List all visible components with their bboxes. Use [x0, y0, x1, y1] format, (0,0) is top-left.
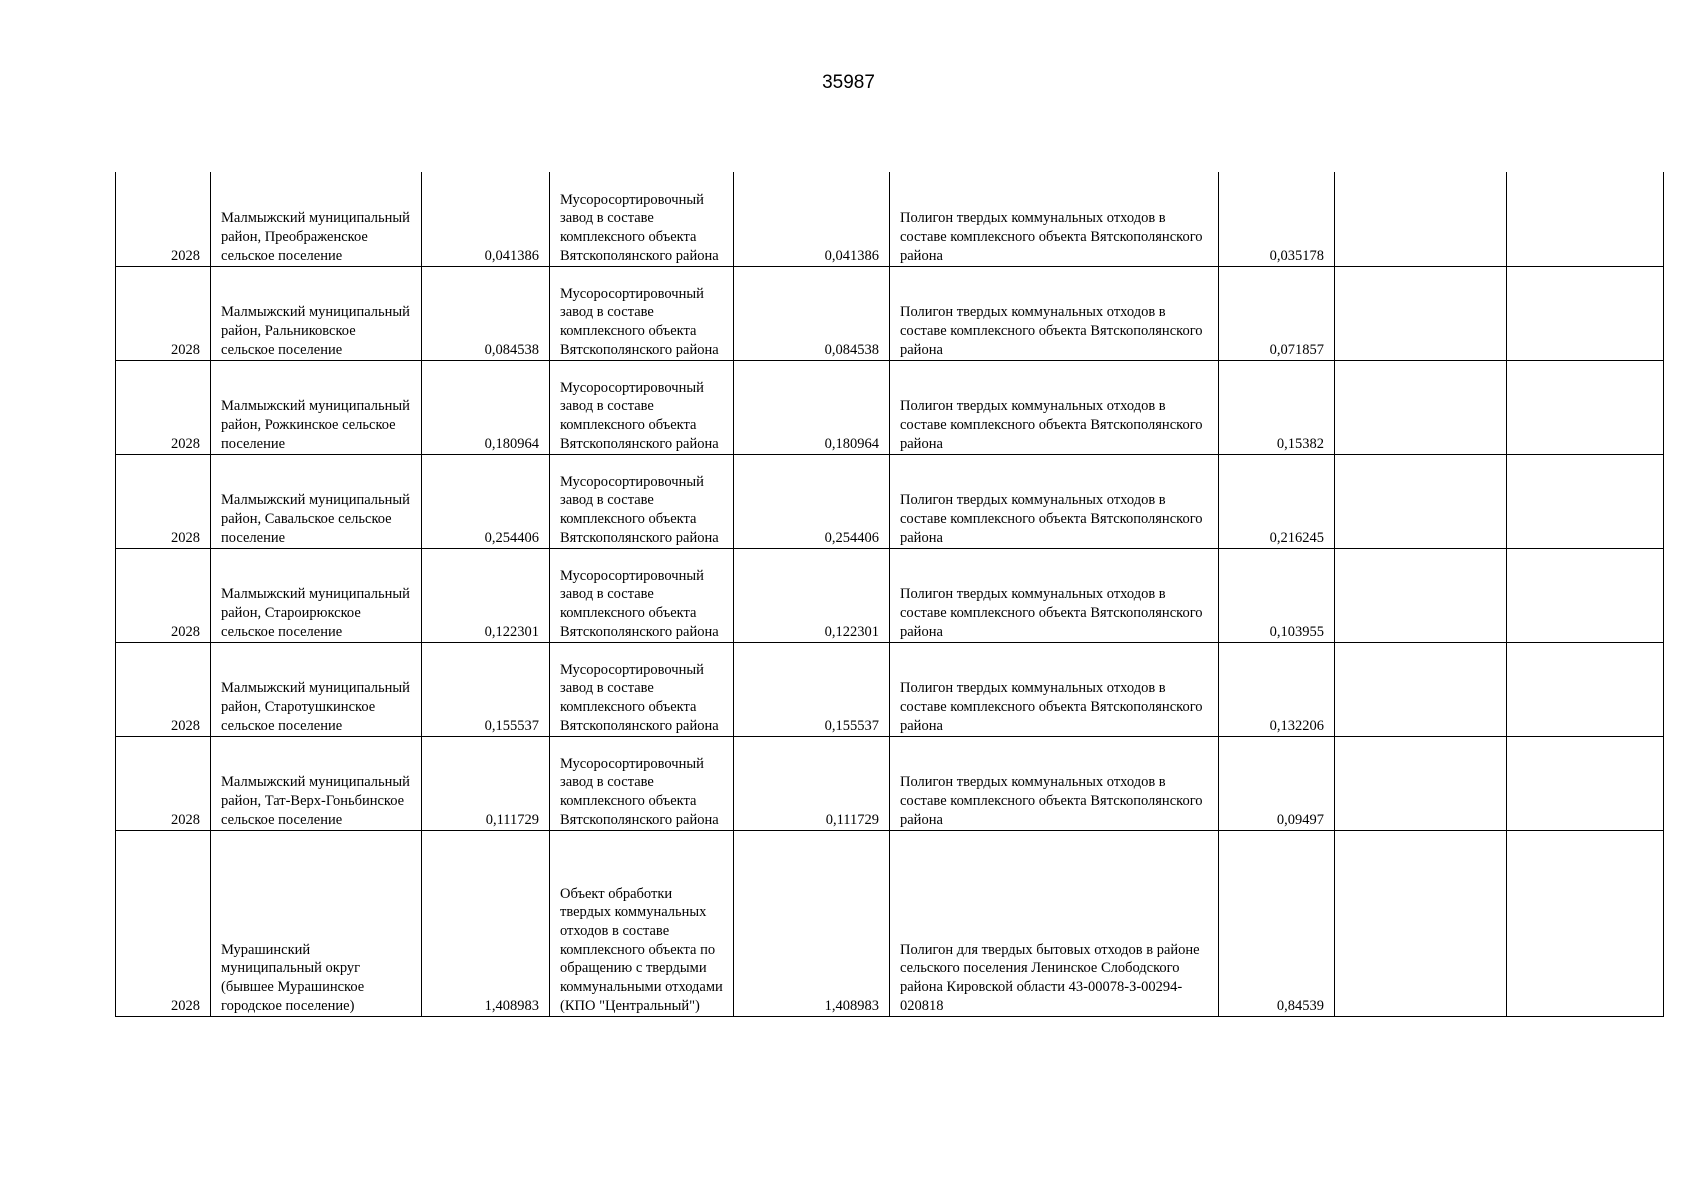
year-cell: 2028 — [116, 548, 211, 642]
year-cell: 2028 — [116, 172, 211, 266]
empty-cell — [1507, 642, 1664, 736]
year-cell: 2028 — [116, 266, 211, 360]
empty-cell — [1507, 360, 1664, 454]
year-cell: 2028 — [116, 830, 211, 1016]
empty-cell — [1335, 454, 1507, 548]
municipality-cell: Малмыжский муниципальный район, Тат-Верх-Гоньбинское сельское поселение — [211, 736, 422, 830]
volume-processed-cell: 0,180964 — [734, 360, 890, 454]
table-row — [116, 266, 1664, 360]
volume-generated-cell: 1,408983 — [422, 830, 550, 1016]
volume-disposed-cell: 0,132206 — [1219, 642, 1335, 736]
volume-processed-cell: 0,155537 — [734, 642, 890, 736]
page-number: 35987 — [822, 72, 875, 93]
disposal-facility-cell: Полигон твердых коммунальных отходов в составе комплексного объекта Вятскополянского района — [890, 736, 1219, 830]
disposal-facility-cell: Полигон твердых коммунальных отходов в составе комплексного объекта Вятскополянского района — [890, 454, 1219, 548]
table-row — [116, 830, 1664, 1016]
volume-disposed-cell: 0,035178 — [1219, 172, 1335, 266]
empty-cell — [1335, 266, 1507, 360]
disposal-facility-cell: Полигон твердых коммунальных отходов в составе комплексного объекта Вятскополянского района — [890, 172, 1219, 266]
volume-disposed-cell: 0,84539 — [1219, 830, 1335, 1016]
volume-processed-cell: 1,408983 — [734, 830, 890, 1016]
processing-facility-cell: Мусоросортировочный завод в составе комплексного объекта Вятскополянского района — [550, 172, 734, 266]
empty-cell — [1335, 172, 1507, 266]
disposal-facility-cell: Полигон твердых коммунальных отходов в составе комплексного объекта Вятскополянского района — [890, 360, 1219, 454]
table-row — [116, 454, 1664, 548]
disposal-facility-cell: Полигон твердых коммунальных отходов в составе комплексного объекта Вятскополянского района — [890, 548, 1219, 642]
year-cell: 2028 — [116, 642, 211, 736]
table-row — [116, 172, 1664, 266]
empty-cell — [1507, 454, 1664, 548]
volume-generated-cell: 0,041386 — [422, 172, 550, 266]
table-row — [116, 642, 1664, 736]
empty-cell — [1335, 736, 1507, 830]
volume-generated-cell: 0,155537 — [422, 642, 550, 736]
volume-processed-cell: 0,084538 — [734, 266, 890, 360]
volume-disposed-cell: 0,071857 — [1219, 266, 1335, 360]
municipality-cell: Малмыжский муниципальный район, Ральниковское сельское поселение — [211, 266, 422, 360]
empty-cell — [1507, 172, 1664, 266]
volume-generated-cell: 0,254406 — [422, 454, 550, 548]
volume-generated-cell: 0,084538 — [422, 266, 550, 360]
volume-processed-cell: 0,041386 — [734, 172, 890, 266]
empty-cell — [1507, 830, 1664, 1016]
disposal-facility-cell: Полигон твердых коммунальных отходов в составе комплексного объекта Вятскополянского района — [890, 642, 1219, 736]
processing-facility-cell: Мусоросортировочный завод в составе комплексного объекта Вятскополянского района — [550, 642, 734, 736]
empty-cell — [1335, 360, 1507, 454]
volume-disposed-cell: 0,09497 — [1219, 736, 1335, 830]
municipality-cell: Малмыжский муниципальный район, Старотушкинское сельское поселение — [211, 642, 422, 736]
disposal-facility-cell: Полигон твердых коммунальных отходов в составе комплексного объекта Вятскополянского района — [890, 266, 1219, 360]
processing-facility-cell: Мусоросортировочный завод в составе комплексного объекта Вятскополянского района — [550, 736, 734, 830]
empty-cell — [1335, 548, 1507, 642]
municipality-cell: Малмыжский муниципальный район, Рожкинское сельское поселение — [211, 360, 422, 454]
disposal-facility-cell: Полигон для твердых бытовых отходов в районе сельского поселения Ленинское Слободского района Кировской области 43-00078-З-00294-020818 — [890, 830, 1219, 1016]
empty-cell — [1507, 548, 1664, 642]
table-row — [116, 360, 1664, 454]
municipality-cell: Малмыжский муниципальный район, Преображенское сельское поселение — [211, 172, 422, 266]
processing-facility-cell: Мусоросортировочный завод в составе комплексного объекта Вятскополянского района — [550, 548, 734, 642]
municipality-cell: Малмыжский муниципальный район, Староирюкское сельское поселение — [211, 548, 422, 642]
processing-facility-cell: Мусоросортировочный завод в составе комплексного объекта Вятскополянского района — [550, 360, 734, 454]
empty-cell — [1335, 830, 1507, 1016]
table-row — [116, 736, 1664, 830]
municipality-cell: Малмыжский муниципальный район, Савальское сельское поселение — [211, 454, 422, 548]
volume-disposed-cell: 0,103955 — [1219, 548, 1335, 642]
table-row — [116, 548, 1664, 642]
volume-processed-cell: 0,254406 — [734, 454, 890, 548]
processing-facility-cell: Мусоросортировочный завод в составе комплексного объекта Вятскополянского района — [550, 266, 734, 360]
municipality-cell: Мурашинский муниципальный округ (бывшее Мурашинское городское поселение) — [211, 830, 422, 1016]
year-cell: 2028 — [116, 360, 211, 454]
year-cell: 2028 — [116, 454, 211, 548]
volume-generated-cell: 0,111729 — [422, 736, 550, 830]
empty-cell — [1507, 266, 1664, 360]
processing-facility-cell: Объект обработки твердых коммунальных отходов в составе комплексного объекта по обращению с твердыми коммунальными отходами (КПО "Центральный") — [550, 830, 734, 1016]
volume-generated-cell: 0,122301 — [422, 548, 550, 642]
year-cell: 2028 — [116, 736, 211, 830]
empty-cell — [1507, 736, 1664, 830]
table-body — [116, 172, 1664, 1016]
empty-cell — [1335, 642, 1507, 736]
volume-generated-cell: 0,180964 — [422, 360, 550, 454]
volume-disposed-cell: 0,15382 — [1219, 360, 1335, 454]
volume-processed-cell: 0,122301 — [734, 548, 890, 642]
volume-disposed-cell: 0,216245 — [1219, 454, 1335, 548]
waste-flow-table — [115, 172, 1664, 1017]
volume-processed-cell: 0,111729 — [734, 736, 890, 830]
processing-facility-cell: Мусоросортировочный завод в составе комплексного объекта Вятскополянского района — [550, 454, 734, 548]
